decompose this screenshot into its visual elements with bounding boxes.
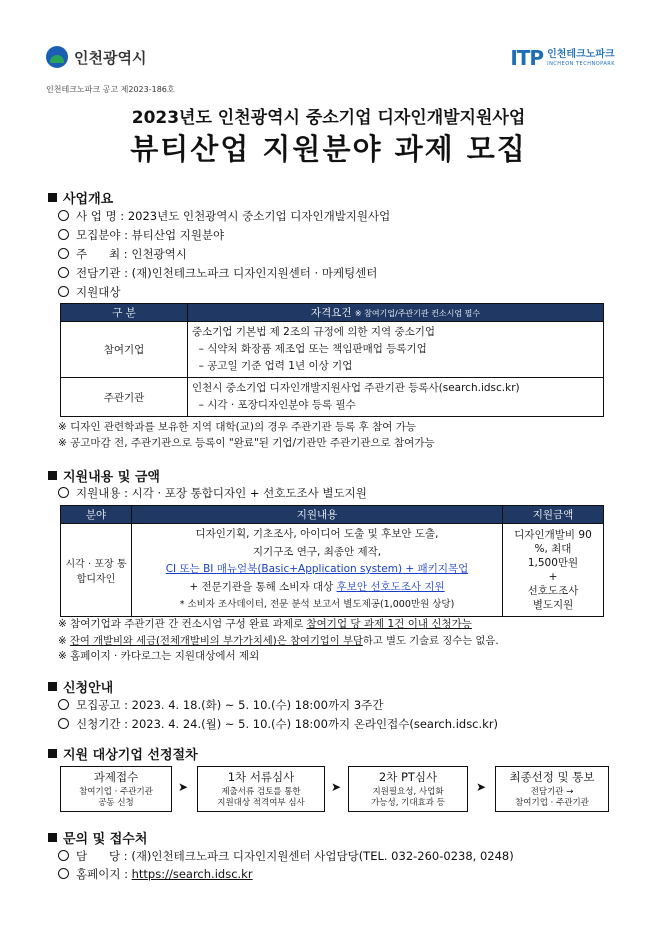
itp-logo [510,46,615,70]
process-step: 2차 PT심사 지원필요성, 사업화 가능성, 기대효과 등 [348,766,468,812]
contact-item: 담 당 : (재)인천테크노파크 디자인지원센터 사업담당(TEL. 032-260-0238, 0248) [58,848,514,864]
eligibility-row-label: 주관기관 [61,378,188,417]
circle-bullet-icon [58,487,69,498]
circle-bullet-icon [58,267,69,278]
circle-bullet-icon [58,850,69,861]
eligibility-row-content: 중소기업 기본법 제 2조의 규정에 의한 지역 중소기업 – 식약처 화장품 제조업 또는 책임판매업 등록기업 – 공고일 기준 업력 1년 이상 기업 [188,322,604,378]
support-note: ※ 잔여 개발비와 세금(전체개발비의 부가가치세)은 참여기업이 부담하고 별도 기술료 징수는 없음. [58,635,499,647]
square-bullet-icon [48,471,57,480]
page-subtitle: 2023년도 인천광역시 중소기업 디자인개발지원사업 [131,108,526,128]
circle-bullet-icon [58,210,69,221]
overview-item: 사 업 명 : 2023년도 인천광역시 중소기업 디자인개발지원사업 [58,208,390,224]
incheon-emblem-icon [46,46,68,68]
support-col-content: 지원내용 [132,506,503,524]
support-note: ※ 참여기업과 주관기관 간 컨소시엄 구성 완료 과제로 참여기업 당 과제 1건 이내 신청가능 [58,618,472,630]
circle-bullet-icon [58,699,69,710]
contact-item: 홈페이지 : https://search.idsc.kr [58,866,253,882]
process-step: 최종선정 및 통보 전담기관 → 참여기업 · 주관기관 [495,766,609,812]
circle-bullet-icon [58,868,69,879]
overview-item: 전담기관 : (재)인천테크노파크 디자인지원센터 · 마케팅센터 [58,265,377,281]
section-heading-apply: 신청안내 [48,677,113,696]
process-step: 과제접수 참여기업 · 주관기관 공동 신청 [60,766,172,812]
incheon-logo-text: 인천광역시 [74,48,147,67]
section-heading-process: 지원 대상기업 선정절차 [48,744,198,763]
overview-item: 지원대상 [58,284,120,300]
arrow-right-icon: ➤ [178,780,189,794]
overview-note: ※ 디자인 관련학과를 보유한 지역 대학(교)의 경우 주관기관 등록 후 참여 가능 [58,421,416,433]
eligibility-col-category: 구 분 [61,304,188,322]
arrow-right-icon: ➤ [331,780,342,794]
circle-bullet-icon [58,718,69,729]
eligibility-col-requirements: 자격요건 ※ 참여기업/주관기관 컨소시엄 필수 [188,304,604,322]
itp-logo-eng: INCHEON TECHNOPARK [547,60,615,67]
square-bullet-icon [48,193,57,202]
apply-item: 모집공고 : 2023. 4. 18.(화) ~ 5. 10.(수) 18:00까지 3주간 [58,697,383,713]
support-col-field: 분야 [61,506,132,524]
support-note: ※ 홈페이지 · 카다로그는 지원대상에서 제외 [58,650,260,662]
page-title: 뷰티산업 지원분야 과제 모집 [130,132,527,166]
circle-bullet-icon [58,229,69,240]
support-amount: 디자인개발비 90 %, 최대 1,500만원 + 선호도조사 별도지원 [503,524,604,617]
square-bullet-icon [48,749,57,758]
overview-item: 모집분야 : 뷰티산업 지원분야 [58,227,224,243]
support-content: 디자인기획, 기초조사, 아이디어 도출 및 후보안 도출, 지기구조 연구, 최종안 제작, CI 또는 BI 매뉴얼북(Basic+Application system) + 패키지목업 + 전문기관을 통해 소비자 대상 후보안 선호도조사 지원 * 소비자 조사데이터, 전문 분석 보고서 별도제공(1,000만원 상당) [132,524,503,617]
eligibility-table [60,303,604,417]
incheon-logo [46,46,146,68]
section-heading-overview: 사업개요 [48,188,113,207]
square-bullet-icon [48,682,57,691]
circle-bullet-icon [58,286,69,297]
apply-item: 신청기간 : 2023. 4. 24.(월) ~ 5. 10.(수) 18:00까지 온라인접수(search.idsc.kr) [58,716,498,732]
itp-logo-mark: ITP [510,46,544,70]
section-heading-support: 지원내용 및 금액 [48,466,160,485]
homepage-link[interactable]: https://search.idsc.kr [131,867,253,881]
process-step: 1차 서류심사 제출서류 검토를 통한 지원대상 적격여부 심사 [197,766,325,812]
section-heading-contact: 문의 및 접수처 [48,828,147,847]
arrow-right-icon: ➤ [476,780,487,794]
eligibility-row-label: 참여기업 [61,322,188,378]
support-table [60,505,604,617]
square-bullet-icon [48,833,57,842]
overview-note: ※ 공고마감 전, 주관기관으로 등록이 "완료"된 기업/기관만 주관기관으로 참여가능 [58,437,435,449]
itp-logo-kor: 인천테크노파크 [547,48,615,60]
support-field: 시각 · 포장 통합디자인 [61,524,132,617]
overview-item: 주 최 : 인천광역시 [58,246,187,262]
eligibility-row-content: 인천시 중소기업 디자인개발지원사업 주관기관 등록사(search.idsc.kr) – 시각 · 포장디자인분야 등록 필수 [188,378,604,417]
support-col-amount: 지원금액 [503,506,604,524]
circle-bullet-icon [58,248,69,259]
support-item: 지원내용 : 시각 · 포장 통합디자인 + 선호도조사 별도지원 [58,485,367,501]
document-number: 인천테크노파크 공고 제2023-186호 [46,85,175,94]
